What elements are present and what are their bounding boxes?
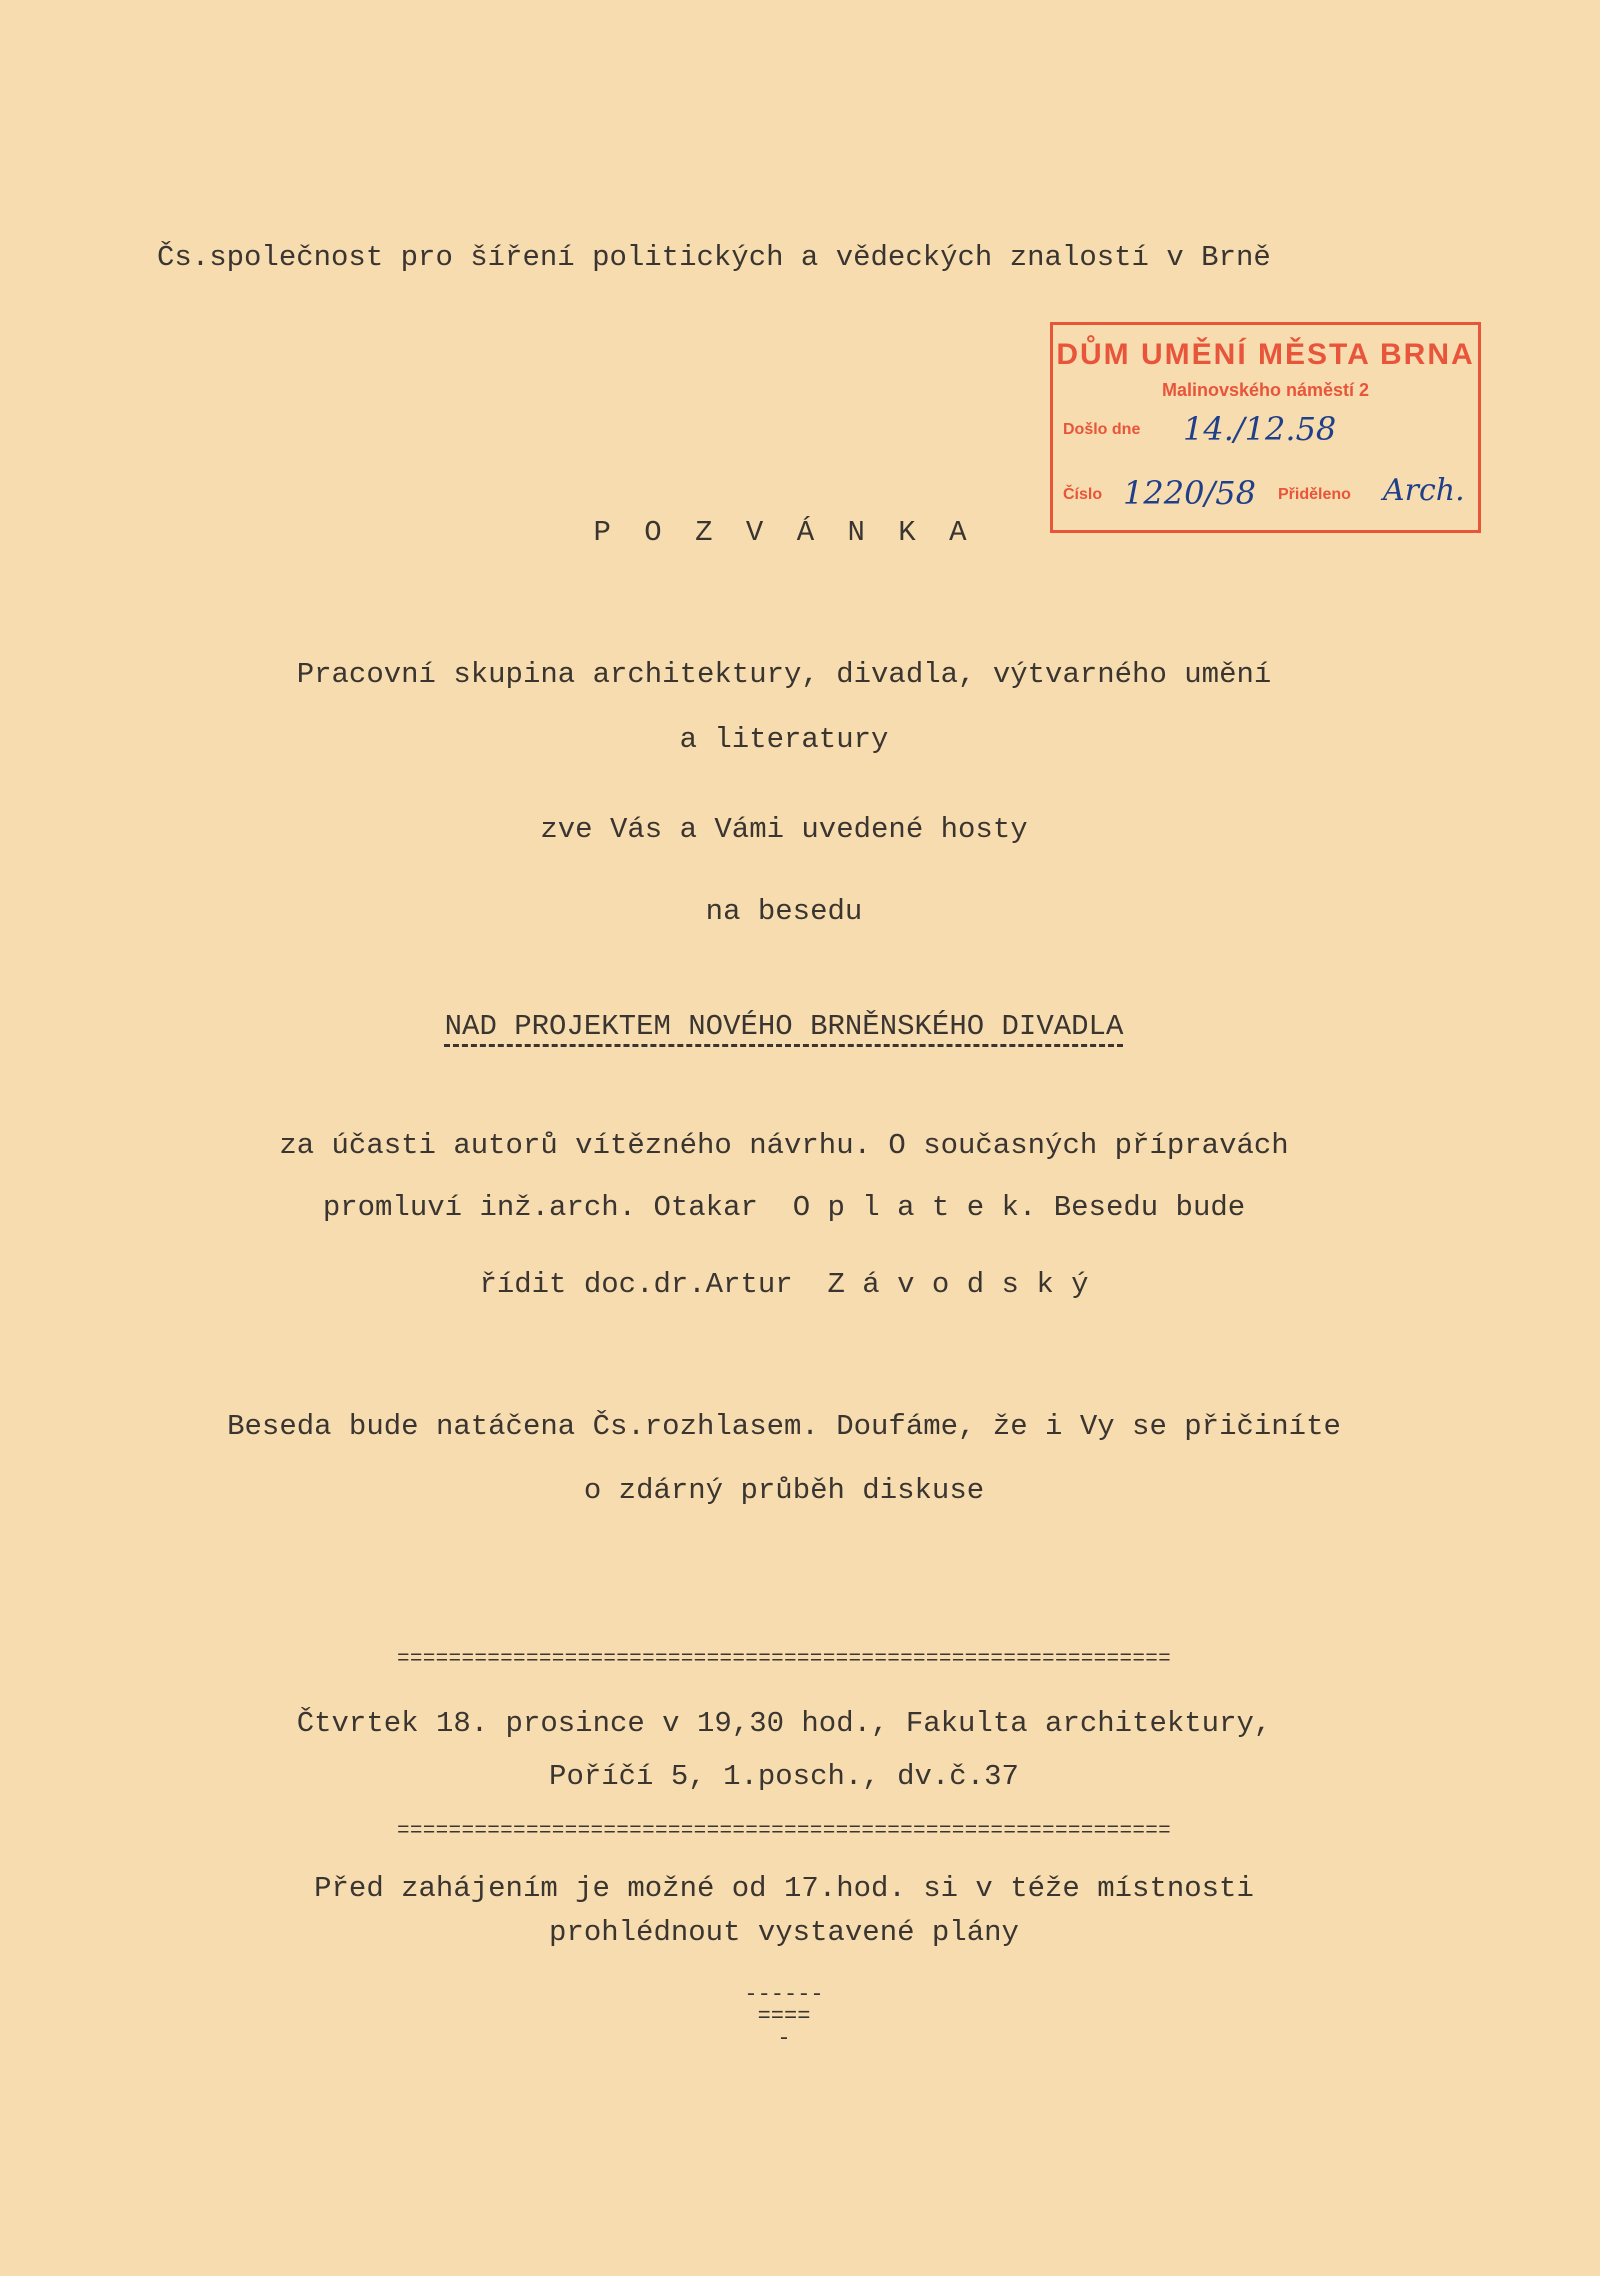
note-line: o zdárný průběh diskuse [583,1474,985,1507]
document-title: P O Z V Á N K A [593,516,975,549]
event-line: Čtvrtek 18. prosince v 19,30 hod., Fakulta architektury, [296,1707,1272,1740]
note-line: Beseda bude natáčena Čs.rozhlasem. Doufáme, že i Vy se přičiníte [227,1410,1341,1443]
details-line: řídit doc.dr.Artur Z á v o d s k ý [479,1268,1089,1301]
body-line: zve Vás a Vámi uvedené hosty [540,813,1028,846]
stamp-received-label: Došlo dne [1063,421,1141,438]
stamp-assigned-label: Přiděleno [1278,486,1351,503]
footer-line: Před zahájením je možné od 17.hod. si v téže místnosti [314,1872,1254,1905]
separator: ============================================================ [396,1820,1172,1843]
stamp-title: DŮM UMĚNÍ MĚSTA BRNA [1056,338,1475,371]
event-line: Poříčí 5, 1.posch., dv.č.37 [549,1760,1019,1793]
details-line: za účasti autorů vítězného návrhu. O současných přípravách [279,1129,1289,1162]
footer-line: prohlédnout vystavené plány [549,1916,1019,1949]
end-mark: ------ [744,1982,824,2007]
body-line: na besedu [705,895,863,928]
body-line: Pracovní skupina architektury, divadla, výtvarného umění [296,658,1272,691]
stamp-received-date: 14./12.58 [1183,410,1337,448]
end-mark: - [777,2026,791,2051]
subject-heading: NAD PROJEKTEM NOVÉHO BRNĚNSKÉHO DIVADLA [444,1010,1124,1043]
stamp-number: 1220/58 [1123,474,1256,512]
separator: ============================================================ [396,1648,1172,1671]
stamp-address: Malinovského náměstí 2 [1161,380,1370,400]
stamp-assigned: Arch. [1383,473,1465,508]
received-stamp [1050,322,1481,533]
end-mark: ==== [757,2004,811,2029]
stamp-number-label: Číslo [1063,486,1103,503]
body-line: a literatury [679,723,889,756]
details-line: promluví inž.arch. Otakar O p l a t e k. Besedu bude [322,1191,1246,1224]
organization-header: Čs.společnost pro šíření politických a vědeckých znalostí v Brně [157,241,1271,274]
